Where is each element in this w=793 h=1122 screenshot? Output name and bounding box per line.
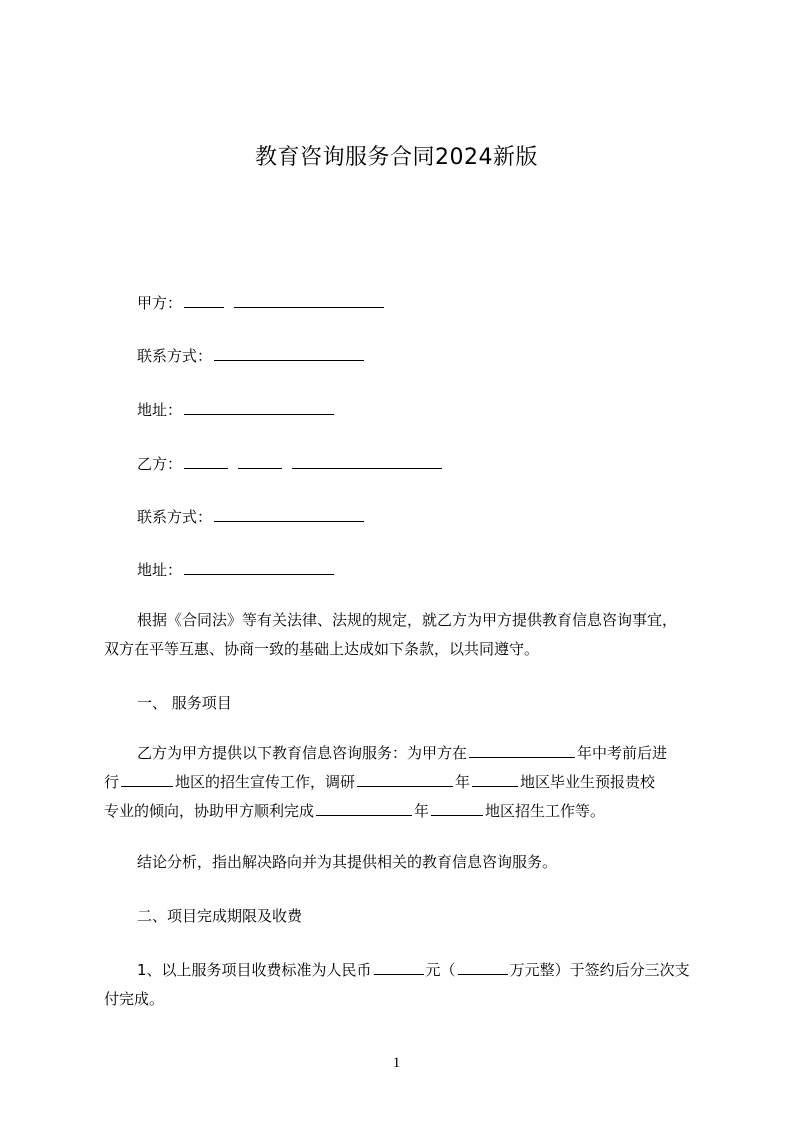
s1-text-3a: 专业的倾向，协助甲方顺利完成 (104, 802, 315, 820)
contact-a-blank (214, 346, 364, 361)
party-a-blank-1 (184, 293, 224, 308)
s1-line-3 (104, 797, 699, 826)
s1-text-3b: 年 (414, 802, 430, 820)
contact-a-line (137, 345, 366, 366)
s1-line-1 (104, 739, 699, 768)
section2-paragraph (104, 956, 699, 1014)
contact-b-line (137, 506, 366, 527)
intro-line-2: 双方在平等互惠、协商一致的基础上达成如下条款，以共同遵守。 (104, 640, 540, 658)
party-b-line (137, 453, 444, 474)
s2-text-1c: 万元整）于签约后分三次支 (509, 961, 690, 979)
address-b-label: 地址： (137, 561, 183, 579)
s2-line-2: 付完成。 (104, 990, 165, 1008)
section1-paragraph (104, 739, 699, 826)
address-b-blank (184, 560, 334, 575)
address-a-label: 地址： (137, 401, 183, 419)
s1-text-2d: 地区毕业生预报贵校 (520, 773, 656, 791)
s1-text-1b: 年中考前后进 (577, 744, 668, 762)
s1-line-2 (104, 768, 699, 797)
contact-b-label: 联系方式： (137, 508, 213, 526)
contact-a-label: 联系方式： (137, 347, 213, 365)
party-a-blank-2 (234, 293, 384, 308)
s1-text-2b: 地区的招生宣传工作，调研 (175, 773, 356, 791)
address-a-line (137, 399, 336, 420)
s1-year-blank-1 (469, 743, 575, 758)
s1-conclusion-line: 结论分析，指出解决路向并为其提供相关的教育信息咨询服务。 (137, 853, 558, 871)
document-title: 教育咨询服务合同2024新版 (255, 145, 538, 170)
s2-line-1 (104, 956, 699, 985)
address-b-line (137, 559, 336, 580)
intro-line-1: 根据《合同法》等有关法律、法规的规定，就乙方为甲方提供教育信息咨询事宜， (137, 611, 678, 629)
s1-region-blank-1 (121, 772, 173, 787)
s1-region-blank-3 (431, 801, 483, 816)
page-number: 1 (392, 1055, 401, 1071)
s1-text-3c: 地区招生工作等。 (485, 802, 606, 820)
party-b-blank-2 (238, 454, 282, 469)
s2-amount-words-blank (458, 960, 508, 975)
contact-b-blank (214, 507, 364, 522)
s1-year-blank-3 (316, 801, 412, 816)
s2-amount-blank (374, 960, 424, 975)
section2-heading: 二、项目完成期限及收费 (137, 907, 303, 925)
party-b-label: 乙方： (137, 455, 183, 473)
party-a-label: 甲方： (137, 294, 183, 312)
address-a-blank (184, 400, 334, 415)
s1-text-2c: 年 (455, 773, 471, 791)
s1-region-blank-2 (472, 772, 518, 787)
party-b-blank-3 (292, 454, 442, 469)
s1-text-2a: 行 (104, 773, 120, 791)
s1-text-1a: 乙方为甲方提供以下教育信息咨询服务：为甲方在 (137, 744, 468, 762)
s2-text-1b: 元（ (425, 961, 456, 979)
party-b-blank-1 (184, 454, 228, 469)
s2-text-1a: 1、以上服务项目收费标准为人民币 (137, 961, 372, 979)
intro-paragraph (104, 606, 699, 664)
section1-heading: 一、 服务项目 (137, 694, 232, 712)
s1-year-blank-2 (357, 772, 453, 787)
party-a-line (137, 292, 386, 313)
